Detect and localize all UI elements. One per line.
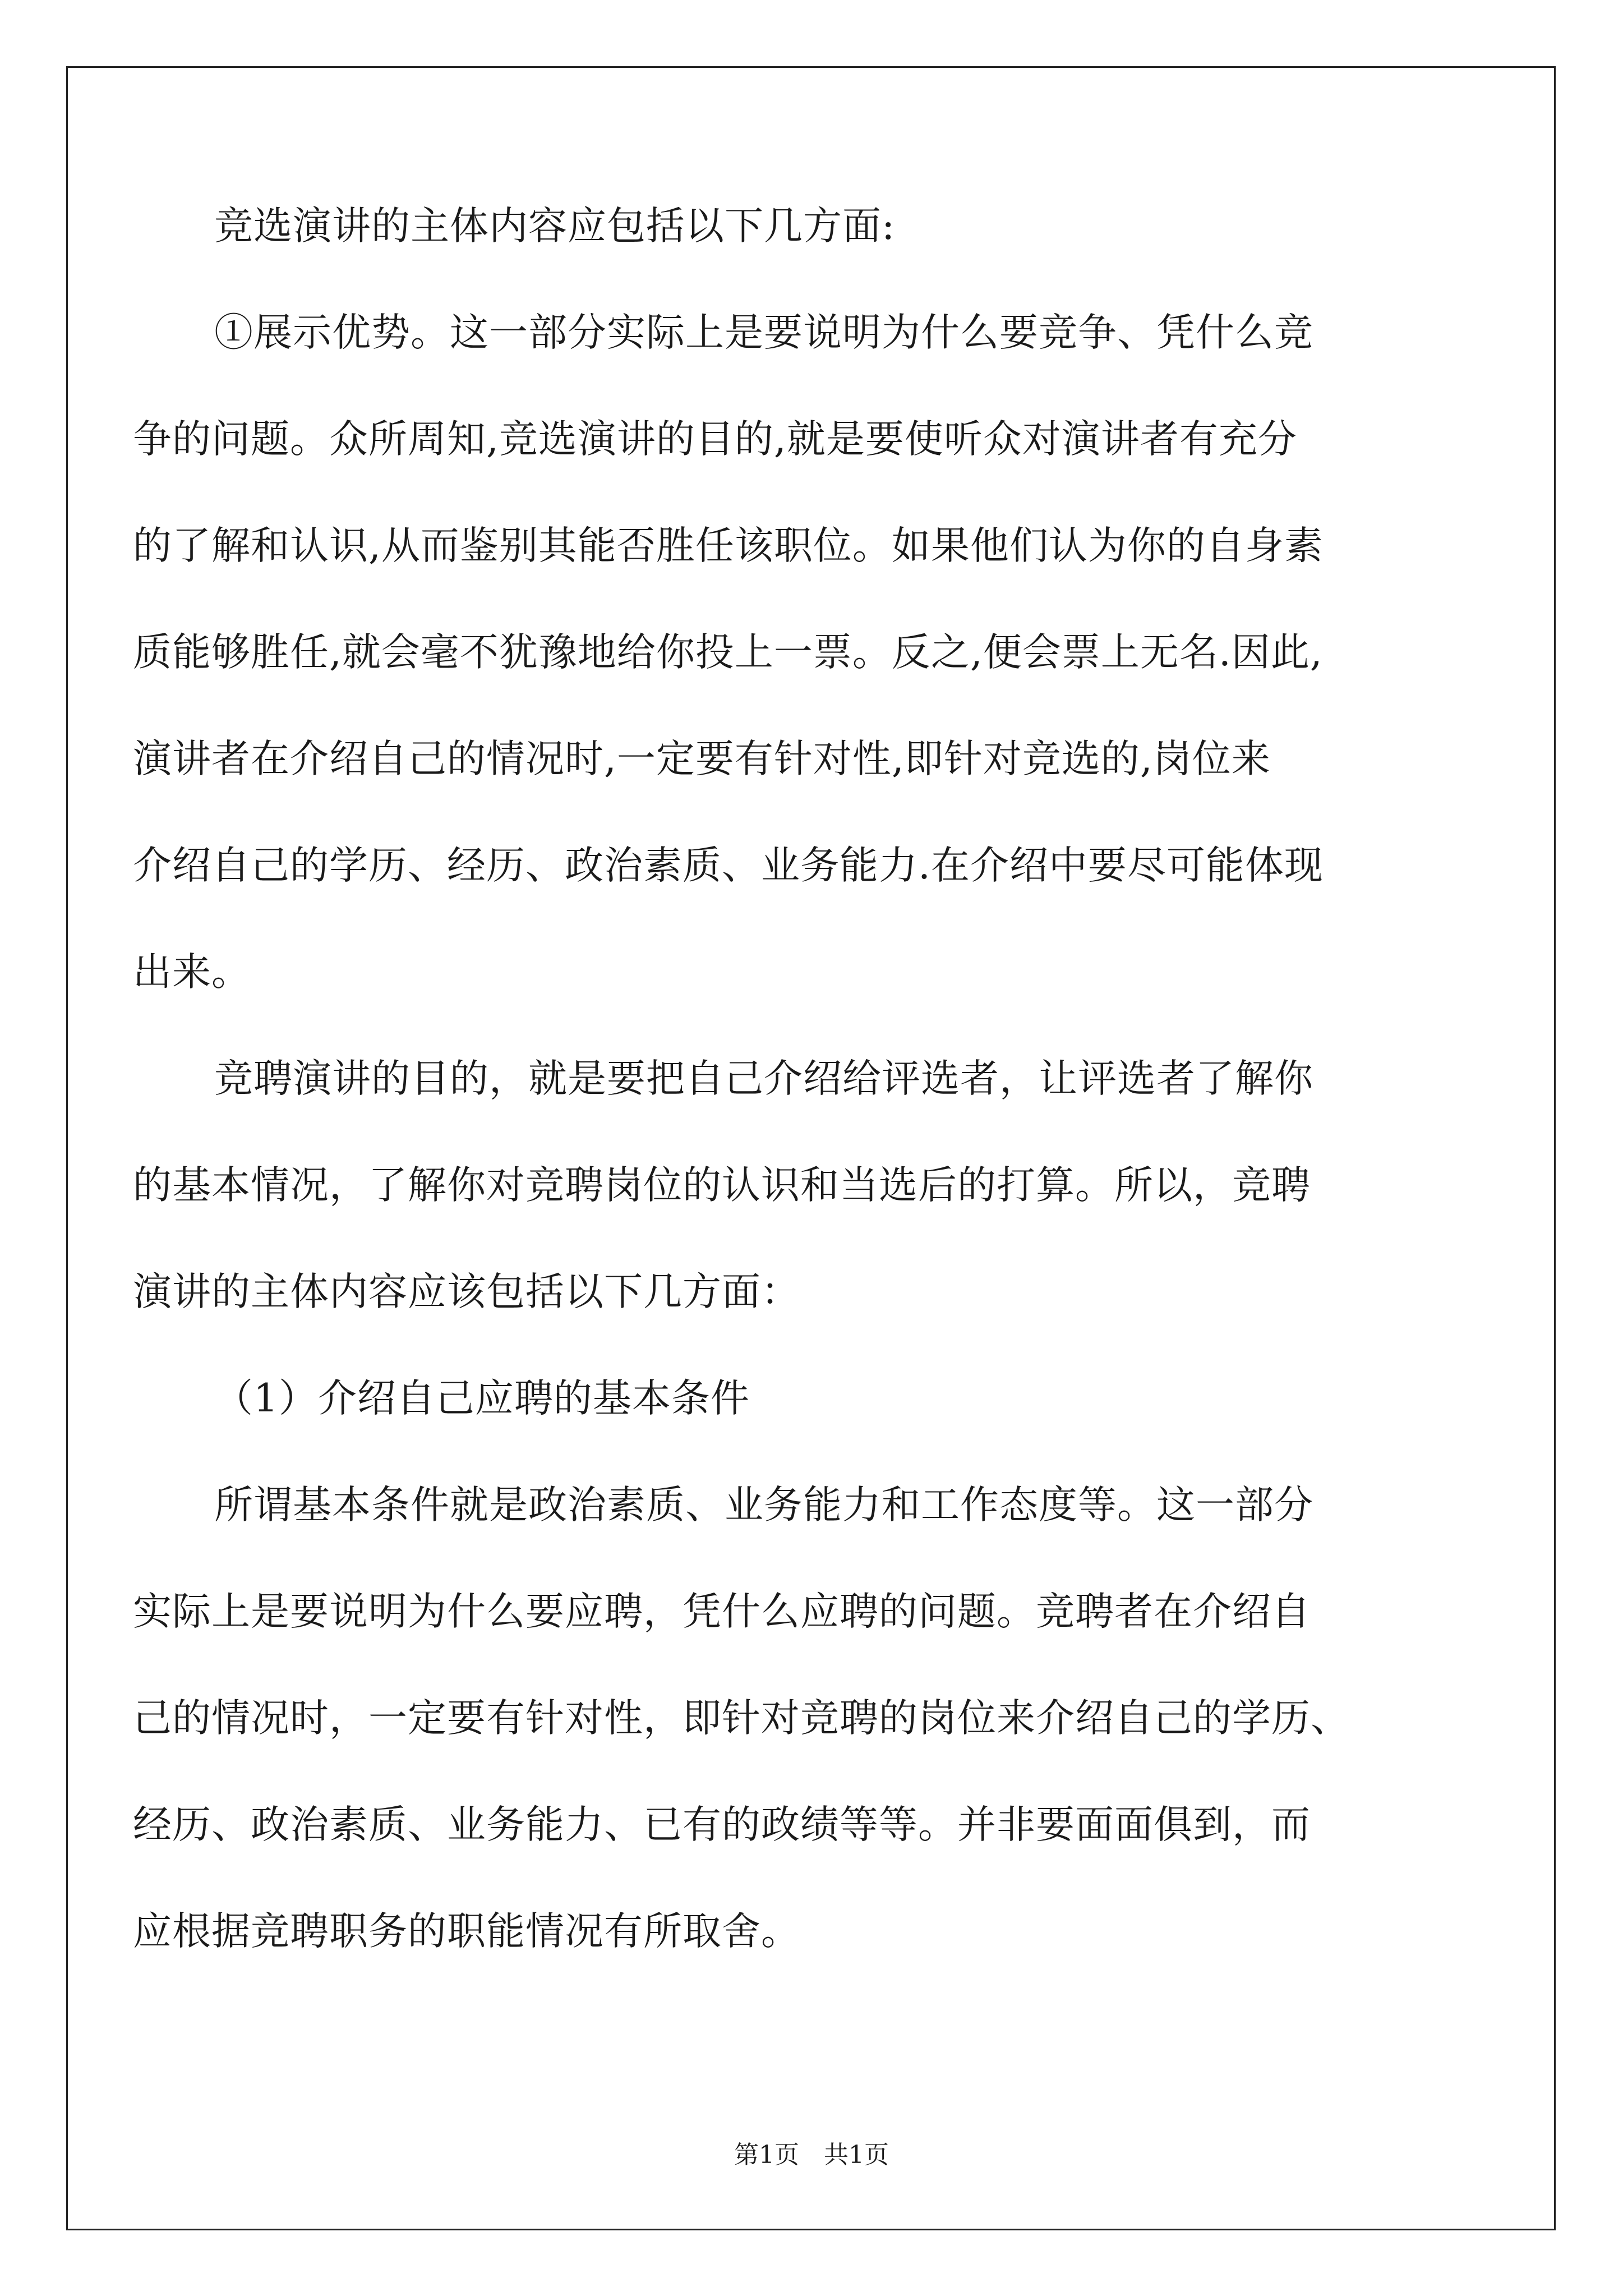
paragraph-5-line-3: 己的情况时，一定要有针对性，即针对竞聘的岗位来介绍自己的学历、 bbox=[133, 1696, 1350, 1741]
paragraph-1-line-1: 竞选演讲的主体内容应包括以下几方面: bbox=[214, 204, 896, 249]
paragraph-3-line-3: 演讲的主体内容应该包括以下几方面： bbox=[133, 1269, 800, 1314]
paragraph-5-line-1: 所谓基本条件就是政治素质、业务能力和工作态度等。这一部分 bbox=[214, 1483, 1313, 1527]
paragraph-2-line-2: 争的问题。众所周知,竞选演讲的目的,就是要使听众对演讲者有充分 bbox=[133, 417, 1297, 462]
paragraph-2-line-7: 出来。 bbox=[133, 950, 251, 995]
paragraph-3-line-2: 的基本情况，了解你对竞聘岗位的认识和当选后的打算。所以，竞聘 bbox=[133, 1163, 1311, 1208]
paragraph-2-line-3: 的了解和认识,从而鉴别其能否胜任该职位。如果他们认为你的自身素 bbox=[133, 523, 1324, 568]
paragraph-2-line-6: 介绍自己的学历、经历、政治素质、业务能力.在介绍中要尽可能体现 bbox=[133, 843, 1324, 888]
paragraph-5-line-5: 应根据竞聘职务的职能情况有所取舍。 bbox=[133, 1909, 800, 1954]
paragraph-5-line-4: 经历、政治素质、业务能力、已有的政绩等等。并非要面面俱到，而 bbox=[133, 1802, 1311, 1847]
paragraph-2-line-5: 演讲者在介绍自己的情况时,一定要有针对性,即针对竞选的,岗位来 bbox=[133, 737, 1271, 781]
paragraph-3-line-1: 竞聘演讲的目的，就是要把自己介绍给评选者，让评选者了解你 bbox=[214, 1056, 1313, 1101]
paragraph-2-line-4: 质能够胜任,就会毫不犹豫地给你投上一票。反之,便会票上无名.因此, bbox=[133, 630, 1323, 675]
page-number-footer: 第1页 共1页 bbox=[734, 2141, 889, 2169]
paragraph-2-line-1: ①展示优势。这一部分实际上是要说明为什么要竞争、凭什么竞 bbox=[214, 310, 1313, 355]
section-heading: （1）介绍自己应聘的基本条件 bbox=[214, 1376, 750, 1421]
paragraph-5-line-2: 实际上是要说明为什么要应聘，凭什么应聘的问题。竞聘者在介绍自 bbox=[133, 1589, 1311, 1634]
